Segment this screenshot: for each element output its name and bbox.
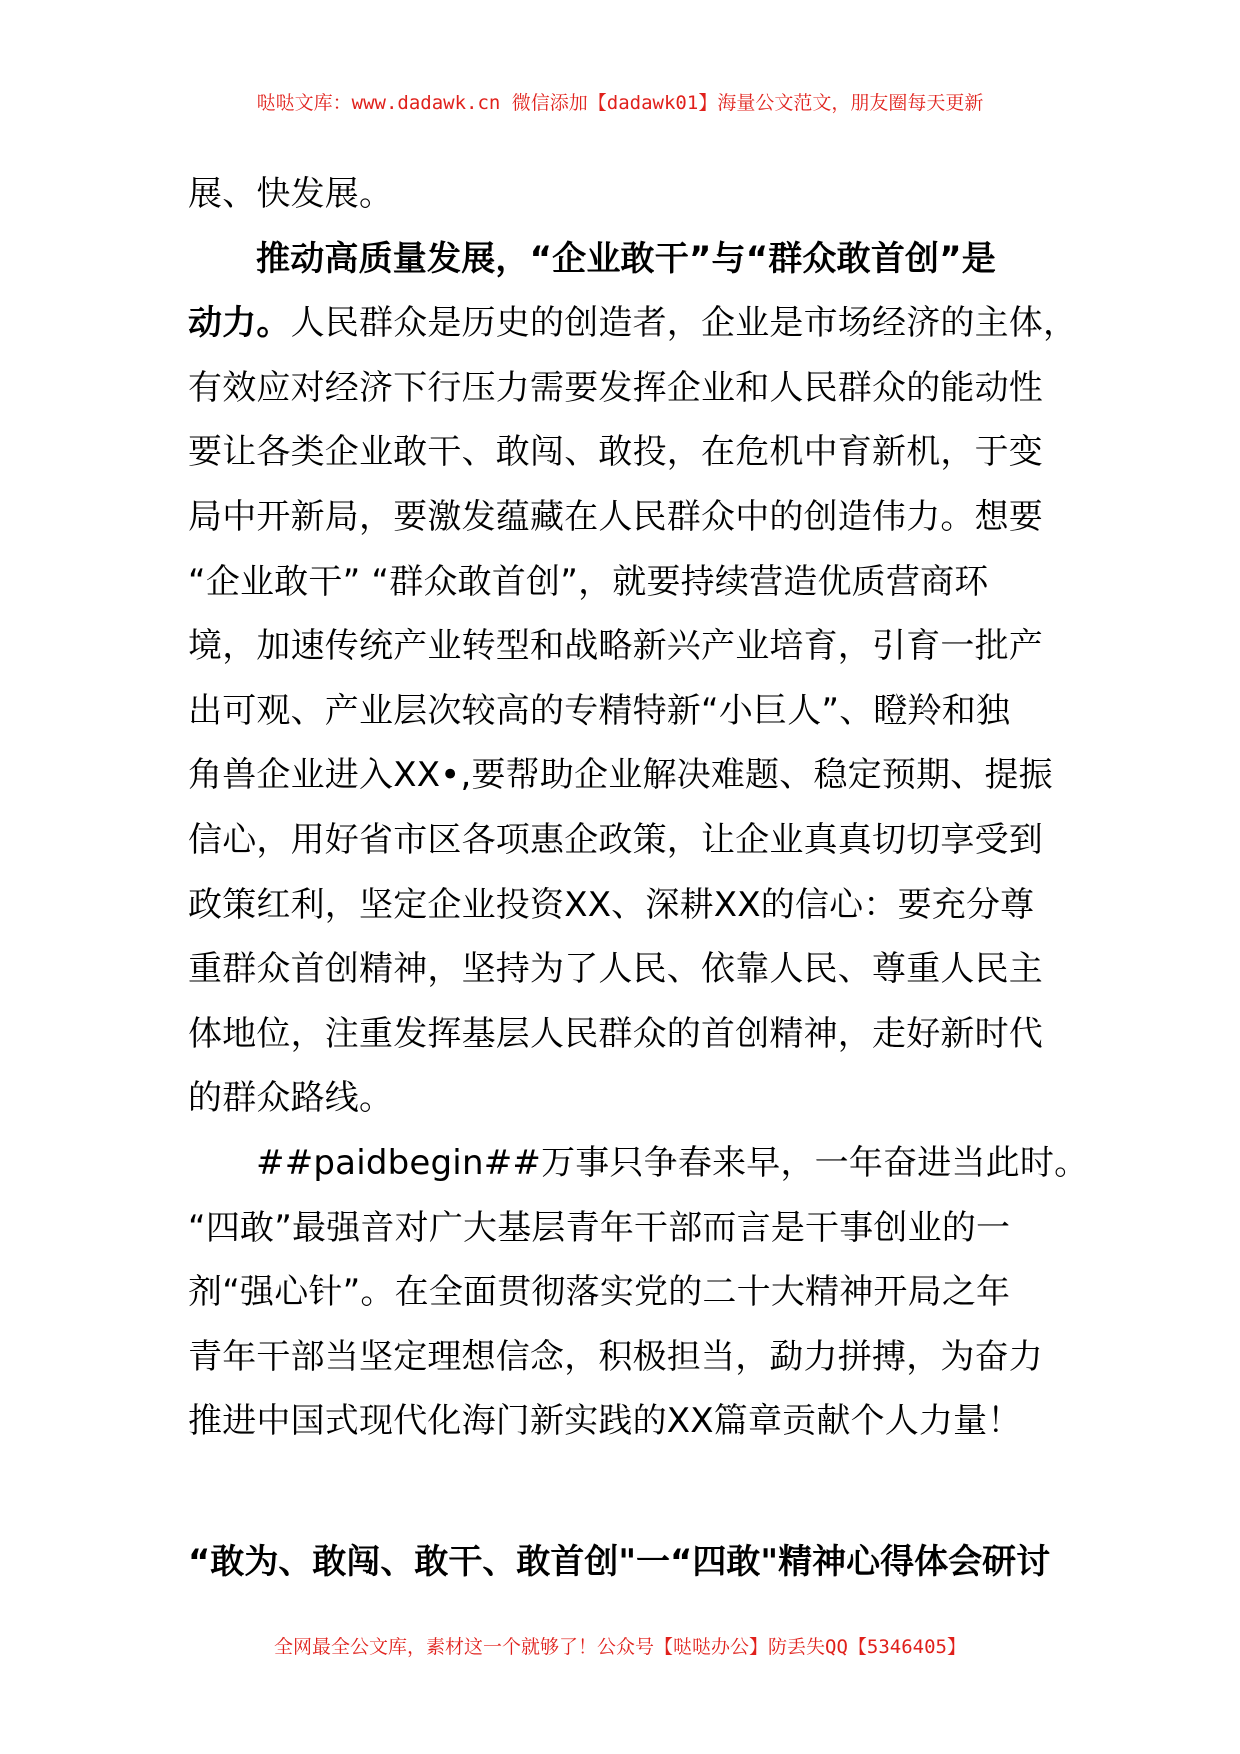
paragraph-lead-heading: 推动高质量发展，“企业敢干”与“群众敢首创”是 [256,238,996,279]
paragraph-line: 有效应对经济下行压力需要发挥企业和人民群众的能动性 [188,367,1043,408]
paragraph-line: 政策红利，坚定企业投资XX、深耕XX的信心：要充分尊 [188,884,1035,925]
section-heading: “敢为、敢闯、敢干、敢首创"一“四敢"精神心得体会研讨 [188,1542,1051,1582]
paragraph-line: “四敢”最强音对广大基层青年干部而言是干事创业的一 [188,1207,1011,1248]
paragraph-line [188,291,1088,356]
paragraph-line: 重群众首创精神，坚持为了人民、依靠人民、尊重人民主 [188,949,1043,990]
paragraph-line: 要让各类企业敢干、敢闯、敢投，在危机中育新机，于变 [188,432,1043,473]
document-body [188,162,1088,1454]
paragraph-line-text: 人民群众是历史的创造者，企业是市场经济的主体， [290,303,1078,344]
paragraph-lead-heading-end: 动力。 [188,303,291,344]
paragraph-line: 体地位，注重发挥基层人民群众的首创精神，走好新时代 [188,1013,1043,1054]
paragraph-line: 青年干部当坚定理想信念，积极担当，勐力拼搏，为奋力 [188,1336,1043,1377]
paragraph-line: 展、快发展。 [188,174,394,214]
header-banner: 哒哒文库：www.dadawk.cn 微信添加【dadawk01】海量公文范文，朋友圈每天更新 [256,92,984,114]
paragraph-line: 出可观、产业层次较高的专精特新“小巨人”、瞪羚和独 [188,690,1011,731]
paragraph-line: 境，加速传统产业转型和战略新兴产业培育，引育一批产 [188,626,1043,667]
paragraph-line: “企业敢干” “群众敢首创”，就要持续营造优质营商环 [188,561,989,602]
paragraph-line: 局中开新局，要激发蕴藏在人民群众中的创造伟力。想要 [188,496,1043,537]
paragraph-line: 信心，用好省市区各项惠企政策，让企业真真切切享受到 [188,819,1043,860]
paragraph-line: 剂“强心针”。在全面贯彻落实党的二十大精神开局之年 [188,1272,1011,1313]
paragraph-line: ##paidbegin##万事只争春来早，一年奋进当此时。 [256,1142,1089,1183]
paragraph-line: 角兽企业进入XX•,要帮助企业解决难题、稳定预期、提振 [188,755,1053,796]
paragraph-line: 的群众路线。 [188,1078,394,1119]
paragraph-line: 推进中国式现代化海门新实践的XX篇章贡献个人力量！ [188,1401,1022,1442]
footer-banner: 全网最全公文库，素材这一个就够了！公众号【哒哒办公】防丢失QQ【5346405】 [274,1636,966,1658]
